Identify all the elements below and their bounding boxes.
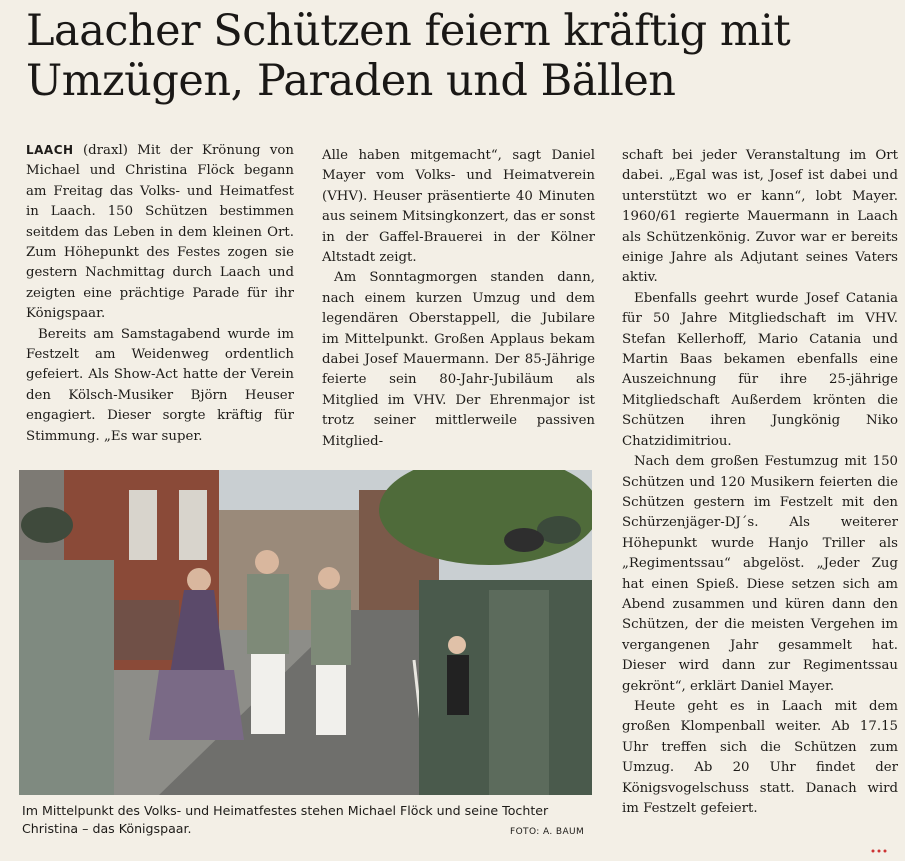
paragraph: Ebenfalls geehrt wurde Josef Catania für 50 Jahre Mitgliedschaft im VHV. Stefan Kellerhoff, Mario Catania und Martin Baas bekamen ebenfalls eine Auszeichnung für ihre 25-jährige Mitgliedschaft Außerdem krönten die Schützen ihren Jungkönig Niko Chatzidimitriou. — [622, 290, 898, 449]
photo-credit: FOTO: A. BAUM — [510, 827, 585, 837]
text-column-2 — [322, 146, 595, 452]
photo-illustration — [19, 470, 592, 795]
paragraph: Heute geht es in Laach mit dem großen Klompenball weiter. Ab 17.15 Uhr treffen sich die Schützen zum Umzug. Ab 20 Uhr findet der Königsvogelschuss statt. Danach wird im Festzelt gefeiert. — [622, 698, 898, 816]
paragraph: Nach dem großen Festumzug mit 150 Schützen und 120 Musikern feierten die Schützen gestern im Festzelt mit den Schürzenjäger-DJ´s. Als weiterer Höhepunkt wurde Hanjo Triller als „Regimentssau“ abgelöst. „Jeder Zug hat einen Spieß. Diese setzen sich am Abend zusammen und küren dann den Schützen, der die meisten Vergehen im vergangenen Jahr gesammelt hat. Dieser wird dann zur Regimentssau gekrönt“, erklärt Daniel Mayer. — [622, 454, 898, 694]
paragraph: Bereits am Samstagabend wurde im Festzelt am Weidenweg ordentlich gefeiert. Als Show-Act hatte der Verein den Kölsch-Musiker Björn Heuser engagiert. Dieser sorgte kräftig für Stimmung. „Es war super. — [26, 326, 294, 444]
text-column-1 — [26, 140, 294, 447]
dateline: LAACH — [26, 143, 74, 157]
paragraph: schaft bei jeder Veranstaltung im Ort dabei. „Egal was ist, Josef ist dabei und unterstützt wo er kann“, lobt Mayer. 1960/61 regierte Mauermann in Laach als Schützenkönig. Zuvor war er bereits einige Jahre als Adjutant seines Vaters aktiv. — [622, 148, 898, 286]
photo-caption: Im Mittelpunkt des Volks- und Heimatfestes stehen Michael Flöck und seine Tochter Christina – das Königspaar. — [22, 803, 549, 836]
headline-line-1: Laacher Schützen feiern kräftig mit — [26, 6, 791, 56]
corner-mark-icon — [870, 846, 888, 856]
parade-photo — [19, 470, 592, 795]
paragraph-intro — [26, 140, 294, 325]
headline-line-2: Umzügen, Paraden und Bällen — [26, 56, 676, 106]
paragraph: Alle haben mitgemacht“, sagt Daniel Mayer vom Volks- und Heimatverein (VHV). Heuser präsentierte 40 Minuten aus seinem Mitsingkonzert, das er sonst in der Gaffel-Brauerei in der Kölner Altstadt zeigt. — [322, 148, 595, 266]
article-headline — [26, 6, 896, 106]
text-column-3 — [622, 146, 898, 819]
paragraph: Am Sonntagmorgen standen dann, nach einem kurzen Umzug und dem legendären Oberstappell, die Jubilare im Mittelpunkt. Großen Applaus bekam dabei Josef Mauermann. Der 85-Jährige feierte sein 80-Jahr-Jubiläum als Mitglied im VHV. Der Ehrenmajor ist trotz seiner mittlerweile passiven Mitglied- — [322, 270, 595, 449]
intro-text: (draxl) Mit der Krönung von Michael und Christina Flöck begann am Freitag das Volks- und Heimatfest in Laach. 150 Schützen bestimmen seitdem das Leben in dem kleinen Ort. Zum Höhepunkt des Festes zogen sie gestern Nachmittag durch Laach und zeigten eine prächtige Parade für ihr Königspaar. — [26, 143, 294, 322]
